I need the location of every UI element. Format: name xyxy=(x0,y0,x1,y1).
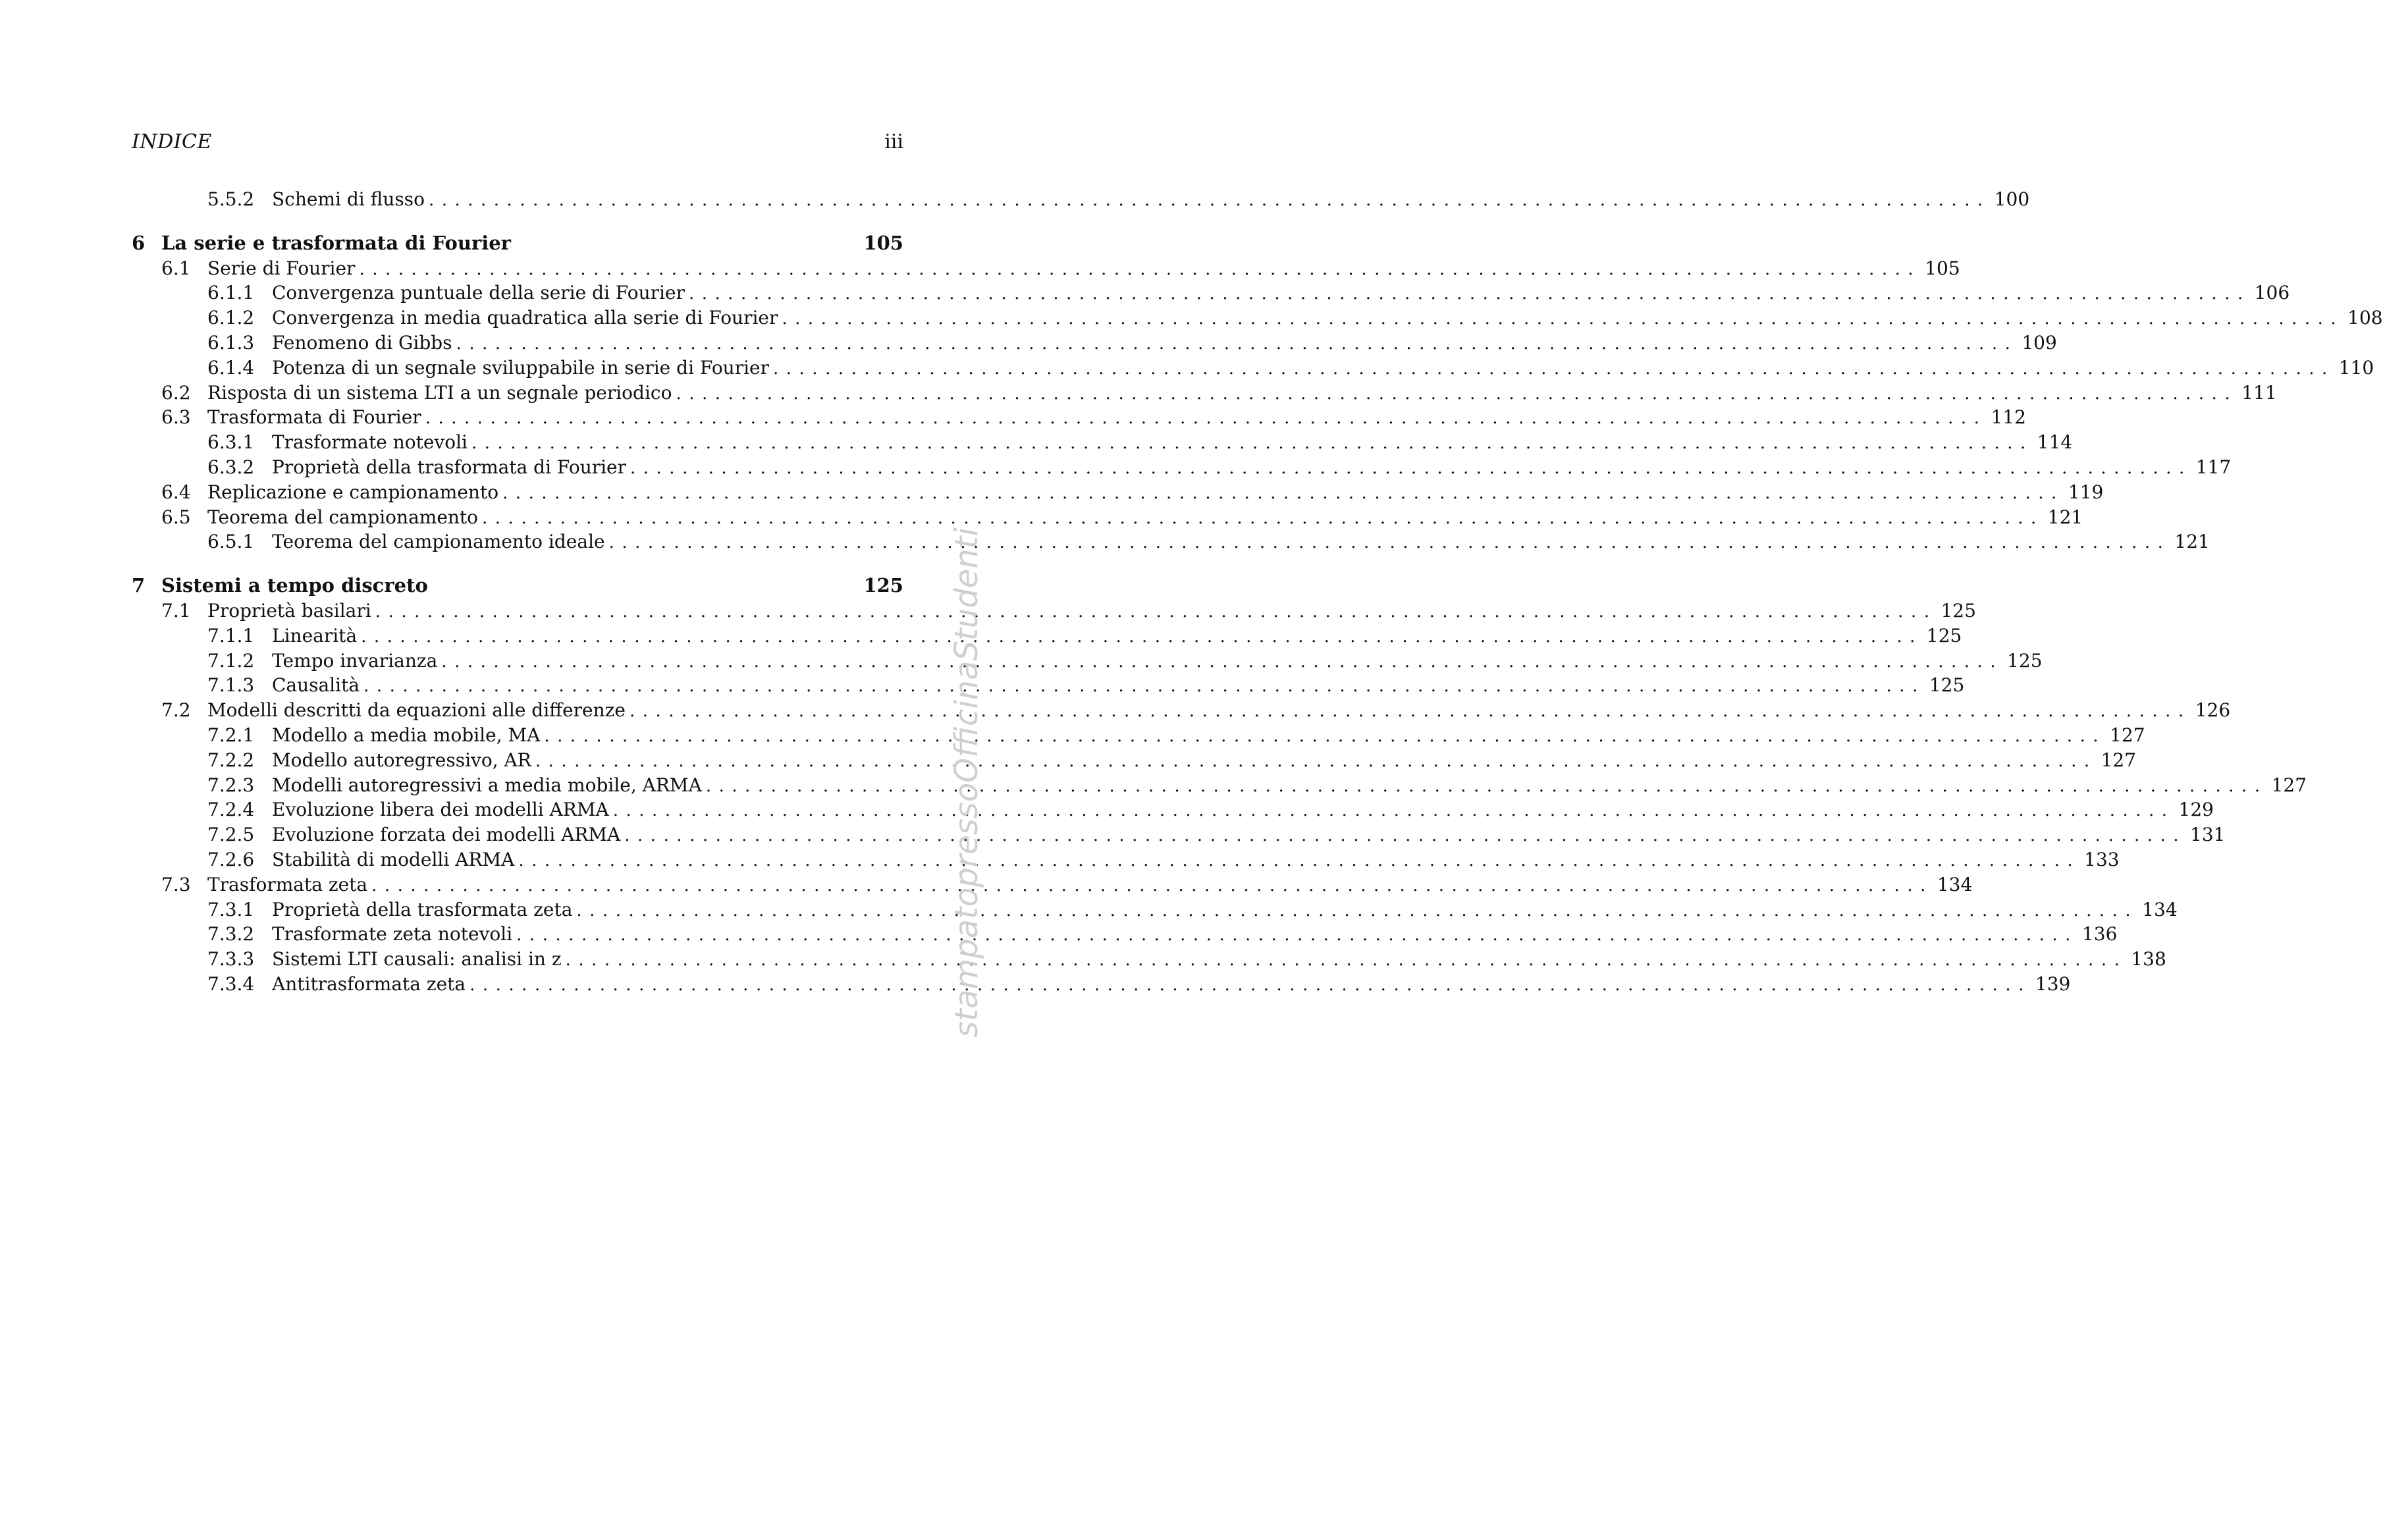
toc-entry-line xyxy=(207,256,1960,282)
toc-entry-page: 125 xyxy=(1929,674,1965,697)
toc-entry-line xyxy=(161,231,903,256)
toc-entry-number: 6.2 xyxy=(161,381,191,404)
dot-leader: ........................................................................................................................ xyxy=(576,900,2139,920)
toc-section-entry[interactable] xyxy=(132,872,1973,897)
dot-leader: ........................................................................................................................ xyxy=(544,726,2106,746)
toc-entry-title: Teorema del campionamento xyxy=(207,506,479,528)
toc-subsection-entry[interactable] xyxy=(132,305,2383,331)
toc-section-entry[interactable] xyxy=(132,598,1976,624)
toc-entry-line xyxy=(272,897,2178,924)
running-header xyxy=(132,130,903,157)
toc-entry-page: 125 xyxy=(1926,624,1962,647)
toc-entry-number: 6.5.1 xyxy=(207,531,255,553)
dot-leader: ........................................................................................................................ xyxy=(608,533,2171,553)
dot-leader: ........................................................................................................................ xyxy=(502,483,2064,503)
dot-leader: ........................................................................................................................ xyxy=(428,190,1991,210)
toc-entry-title: Causalità xyxy=(272,674,360,697)
header-title: INDICE xyxy=(132,130,212,153)
toc-entry-line xyxy=(272,773,2307,799)
toc-entry-page: 121 xyxy=(2047,506,2083,528)
header-page-number: iii xyxy=(884,130,903,153)
dot-leader: ........................................................................................................................ xyxy=(676,383,2238,404)
toc-entry-page: 105 xyxy=(863,231,903,254)
dot-leader: ........................................................................................................................ xyxy=(425,408,1987,429)
toc-entry-line xyxy=(272,748,2137,774)
dot-leader: ........................................................................................................................ xyxy=(375,601,1937,622)
toc-subsection-entry[interactable] xyxy=(132,280,2290,305)
toc-entry-title: Risposta di un sistema LTI a un segnale periodico xyxy=(207,381,672,404)
toc-entry-number: 7.2.1 xyxy=(207,724,255,746)
toc-entry-page: 106 xyxy=(2254,282,2290,304)
toc-entry-page: 117 xyxy=(2195,456,2232,478)
toc-entry-page: 114 xyxy=(2037,431,2073,454)
toc-entry-title: Modelli autoregressivi a media mobile, ARMA xyxy=(272,774,702,796)
toc-entry-title: Fenomeno di Gibbs xyxy=(272,331,452,354)
toc-entry-title: Modello a media mobile, MA xyxy=(272,724,541,746)
toc-entry-title: Serie di Fourier xyxy=(207,257,356,279)
toc-entry-number: 7.1.1 xyxy=(207,624,255,647)
toc-entry-number: 6.3.2 xyxy=(207,456,255,478)
toc-entry-title: Trasformata di Fourier xyxy=(207,406,421,429)
toc-entry-title: Trasformate notevoli xyxy=(272,431,468,454)
toc-entry-page: 127 xyxy=(2110,724,2145,746)
toc-entry-line xyxy=(272,822,2226,849)
dot-leader: ........................................................................................................................ xyxy=(361,626,1923,647)
section-spacer xyxy=(132,554,903,573)
toc-entry-number: 7.1 xyxy=(161,599,191,622)
toc-entry-title: Convergenza puntuale della serie di Fourier xyxy=(272,282,685,304)
dot-leader: ........................................................................................................................ xyxy=(469,974,2031,995)
toc-entry-title: Proprietà basilari xyxy=(207,599,371,622)
toc-entry-number: 6.4 xyxy=(161,481,191,503)
dot-leader: ........................................................................................................................ xyxy=(782,309,2344,329)
toc-subsection-entry[interactable] xyxy=(132,748,2137,773)
toc-entry-title: Proprietà della trasformata di Fourier xyxy=(272,456,627,478)
dot-leader: ........................................................................................................................ xyxy=(456,333,2018,354)
toc-subsection-entry[interactable] xyxy=(132,797,2214,822)
toc-entry-page: 139 xyxy=(2035,972,2071,995)
toc-entry-line xyxy=(272,723,2145,749)
toc-entry-number: 7 xyxy=(132,574,146,597)
toc-entry-number: 7.2.2 xyxy=(207,749,255,771)
toc-entry-number: 6.3 xyxy=(161,406,191,429)
dot-leader: ........................................................................................................................ xyxy=(773,358,2335,379)
toc-entry-number: 7.2 xyxy=(161,699,191,722)
toc-entry-page: 131 xyxy=(2190,824,2226,846)
toc-entry-number: 6.1.3 xyxy=(207,331,255,354)
toc-subsection-entry[interactable] xyxy=(132,847,2120,872)
toc-chapter-entry[interactable] xyxy=(132,573,903,598)
toc-entry-page: 108 xyxy=(2347,307,2383,329)
toc-entry-line xyxy=(272,624,1962,650)
toc-entry-number: 7.3.2 xyxy=(207,923,255,945)
toc-entry-page: 121 xyxy=(2174,531,2210,553)
toc-entry-line xyxy=(272,280,2290,307)
toc-entry-number: 7.2.3 xyxy=(207,774,255,796)
toc-entry-number: 7.3.4 xyxy=(207,972,255,995)
toc-entry-line xyxy=(272,673,1965,699)
dot-leader: ........................................................................................................................ xyxy=(565,950,2128,970)
toc-entry-title: Trasformata zeta xyxy=(207,873,368,895)
toc-entry-line xyxy=(272,947,2166,973)
toc-subsection-entry[interactable] xyxy=(132,529,2210,554)
dot-leader: ........................................................................................................................ xyxy=(688,284,2251,304)
toc-entry-page: 111 xyxy=(2241,381,2277,404)
toc-entry-line xyxy=(207,598,1976,625)
toc-subsection-entry[interactable] xyxy=(132,897,2178,922)
toc-section-entry[interactable] xyxy=(132,698,2231,723)
dot-leader: ........................................................................................................................ xyxy=(441,651,2004,672)
toc-entry-title: La serie e trasformata di Fourier xyxy=(161,231,511,254)
toc-entry-title: Modelli descritti da equazioni alle differenze xyxy=(207,699,626,722)
toc-entry-line xyxy=(272,922,2118,948)
dot-leader: ........................................................................................................................ xyxy=(630,458,2192,478)
toc-entry-number: 7.3.1 xyxy=(207,898,255,920)
dot-leader: ........................................................................................................................ xyxy=(371,875,1933,895)
toc-entry-page: 119 xyxy=(2068,481,2104,503)
toc-entry-title: Evoluzione forzata dei modelli ARMA xyxy=(272,824,621,846)
toc-entry-number: 5.5.2 xyxy=(207,188,255,210)
watermark-text: stampatopressoOfficinaStudenti xyxy=(948,527,985,1038)
section-spacer xyxy=(132,212,903,231)
toc-entry-title: Linearità xyxy=(272,624,358,647)
toc-entry-number: 7.3 xyxy=(161,873,191,895)
toc-chapter-entry[interactable] xyxy=(132,231,903,256)
toc-entry-title: Replicazione e campionamento xyxy=(207,481,499,503)
dot-leader: ........................................................................................................................ xyxy=(705,776,2268,796)
toc-entry-number: 6.3.1 xyxy=(207,431,255,454)
toc-entry-line xyxy=(272,430,2073,456)
dot-leader: ........................................................................................................................ xyxy=(535,751,2097,771)
toc-section-entry[interactable] xyxy=(132,256,1960,281)
dot-leader: ........................................................................................................................ xyxy=(516,925,2078,945)
toc-entry-title: Antitrasformata zeta xyxy=(272,972,466,995)
toc-entry-line xyxy=(272,797,2214,824)
toc-entry-title: Evoluzione libera dei modelli ARMA xyxy=(272,799,609,821)
dot-leader: ........................................................................................................................ xyxy=(518,850,2081,870)
dot-leader: ........................................................................................................................ xyxy=(363,676,1925,697)
dot-leader: ........................................................................................................................ xyxy=(612,801,2175,821)
toc-entry-title: Modello autoregressivo, AR xyxy=(272,749,531,771)
toc-entry-line xyxy=(207,405,2026,431)
toc-subsection-entry[interactable] xyxy=(132,649,2043,674)
toc-subsection-entry[interactable] xyxy=(132,430,2073,455)
toc-section-entry[interactable] xyxy=(132,480,2104,505)
toc-entry-page: 125 xyxy=(863,574,903,597)
toc-entry-page: 110 xyxy=(2338,356,2374,379)
toc-subsection-entry[interactable] xyxy=(132,356,2374,381)
toc-entry-number: 7.3.3 xyxy=(207,948,255,970)
toc-entry-number: 6.1.2 xyxy=(207,307,255,329)
toc-entry-page: 125 xyxy=(1941,599,1976,622)
toc-entry-number: 6.1 xyxy=(161,257,191,279)
toc-entry-line xyxy=(207,480,2104,506)
toc-subsection-entry[interactable] xyxy=(132,822,2226,847)
toc-entry-number: 6.5 xyxy=(161,506,191,528)
toc-entry-page: 134 xyxy=(1937,873,1973,895)
toc-entry-line xyxy=(272,972,2071,998)
toc-section-entry[interactable] xyxy=(132,405,2026,430)
dot-leader: ........................................................................................................................ xyxy=(629,701,2191,722)
dot-leader: ........................................................................................................................ xyxy=(482,508,2044,528)
toc-entry-line xyxy=(207,698,2231,724)
toc-entry-number: 6.1.4 xyxy=(207,356,255,379)
toc-entry-page: 133 xyxy=(2084,848,2120,870)
toc-entry-page: 100 xyxy=(1994,188,2030,210)
toc-entry-page: 105 xyxy=(1925,257,1960,279)
toc-entry-line xyxy=(272,847,2120,874)
toc-entry-line xyxy=(207,381,2277,407)
toc-subsection-entry[interactable] xyxy=(132,331,2057,356)
toc-entry-line xyxy=(161,573,903,598)
toc-entry-page: 127 xyxy=(2271,774,2307,796)
dot-leader: ........................................................................................................................ xyxy=(471,433,2033,454)
toc-entry-title: Proprietà della trasformata zeta xyxy=(272,898,573,920)
toc-section-entry[interactable] xyxy=(132,505,2083,530)
toc-entry-number: 7.1.2 xyxy=(207,649,255,672)
toc-subsection-entry[interactable] xyxy=(132,723,2145,748)
toc-entry-title: Sistemi a tempo discreto xyxy=(161,574,428,597)
toc-entry-line xyxy=(272,529,2210,556)
dot-leader: ........................................................................................................................ xyxy=(624,826,2187,846)
toc-entry-page: 127 xyxy=(2101,749,2137,771)
toc-entry-line xyxy=(207,872,1973,899)
toc-entry-page: 138 xyxy=(2131,948,2166,970)
toc-entry-number: 7.2.4 xyxy=(207,799,255,821)
toc-entry-title: Stabilità di modelli ARMA xyxy=(272,848,515,870)
toc-entry-title: Convergenza in media quadratica alla serie di Fourier xyxy=(272,307,778,329)
toc-entry-title: Schemi di flusso xyxy=(272,188,425,210)
toc-entry-title: Teorema del campionamento ideale xyxy=(272,531,605,553)
toc-entry-page: 126 xyxy=(2195,699,2231,722)
toc-subsection-entry[interactable] xyxy=(132,455,2232,480)
dot-leader: ........................................................................................................................ xyxy=(359,259,1921,279)
toc-subsection-entry[interactable] xyxy=(132,972,2071,997)
toc-entry-title: Tempo invarianza xyxy=(272,649,438,672)
toc-entry-page: 129 xyxy=(2178,799,2214,821)
toc-subsection-entry[interactable] xyxy=(132,673,1965,698)
toc-entry-page: 112 xyxy=(1991,406,2026,429)
toc-subsection-entry[interactable] xyxy=(132,624,1962,649)
toc-entry-number: 7.1.3 xyxy=(207,674,255,697)
toc-subsection-entry[interactable] xyxy=(132,947,2166,972)
toc-entry-line xyxy=(272,455,2232,481)
toc-entry-line xyxy=(272,649,2043,675)
toc-entry-number: 7.2.5 xyxy=(207,824,255,846)
toc-entry-title: Trasformate zeta notevoli xyxy=(272,923,513,945)
toc-entry-line xyxy=(272,331,2057,357)
toc-entry-number: 7.2.6 xyxy=(207,848,255,870)
toc-entry-page: 125 xyxy=(2007,649,2043,672)
toc-entry-line xyxy=(272,356,2374,382)
toc-subsection-entry[interactable] xyxy=(132,187,2030,212)
toc-entry-number: 6.1.1 xyxy=(207,282,255,304)
toc-entry-page: 134 xyxy=(2142,898,2178,920)
toc-entry-page: 109 xyxy=(2022,331,2057,354)
toc-entry-title: Sistemi LTI causali: analisi in z xyxy=(272,948,562,970)
toc-entry-line xyxy=(207,505,2083,531)
toc-entry-title: Potenza di un segnale sviluppabile in serie di Fourier xyxy=(272,356,770,379)
toc-entry-line xyxy=(272,187,2030,213)
toc-subsection-entry[interactable] xyxy=(132,773,2307,798)
toc-entry-page: 136 xyxy=(2081,923,2118,945)
toc-subsection-entry[interactable] xyxy=(132,922,2118,947)
toc-section-entry[interactable] xyxy=(132,381,2277,406)
toc-entry-number: 6 xyxy=(132,231,146,254)
toc-entry-line xyxy=(272,305,2383,332)
